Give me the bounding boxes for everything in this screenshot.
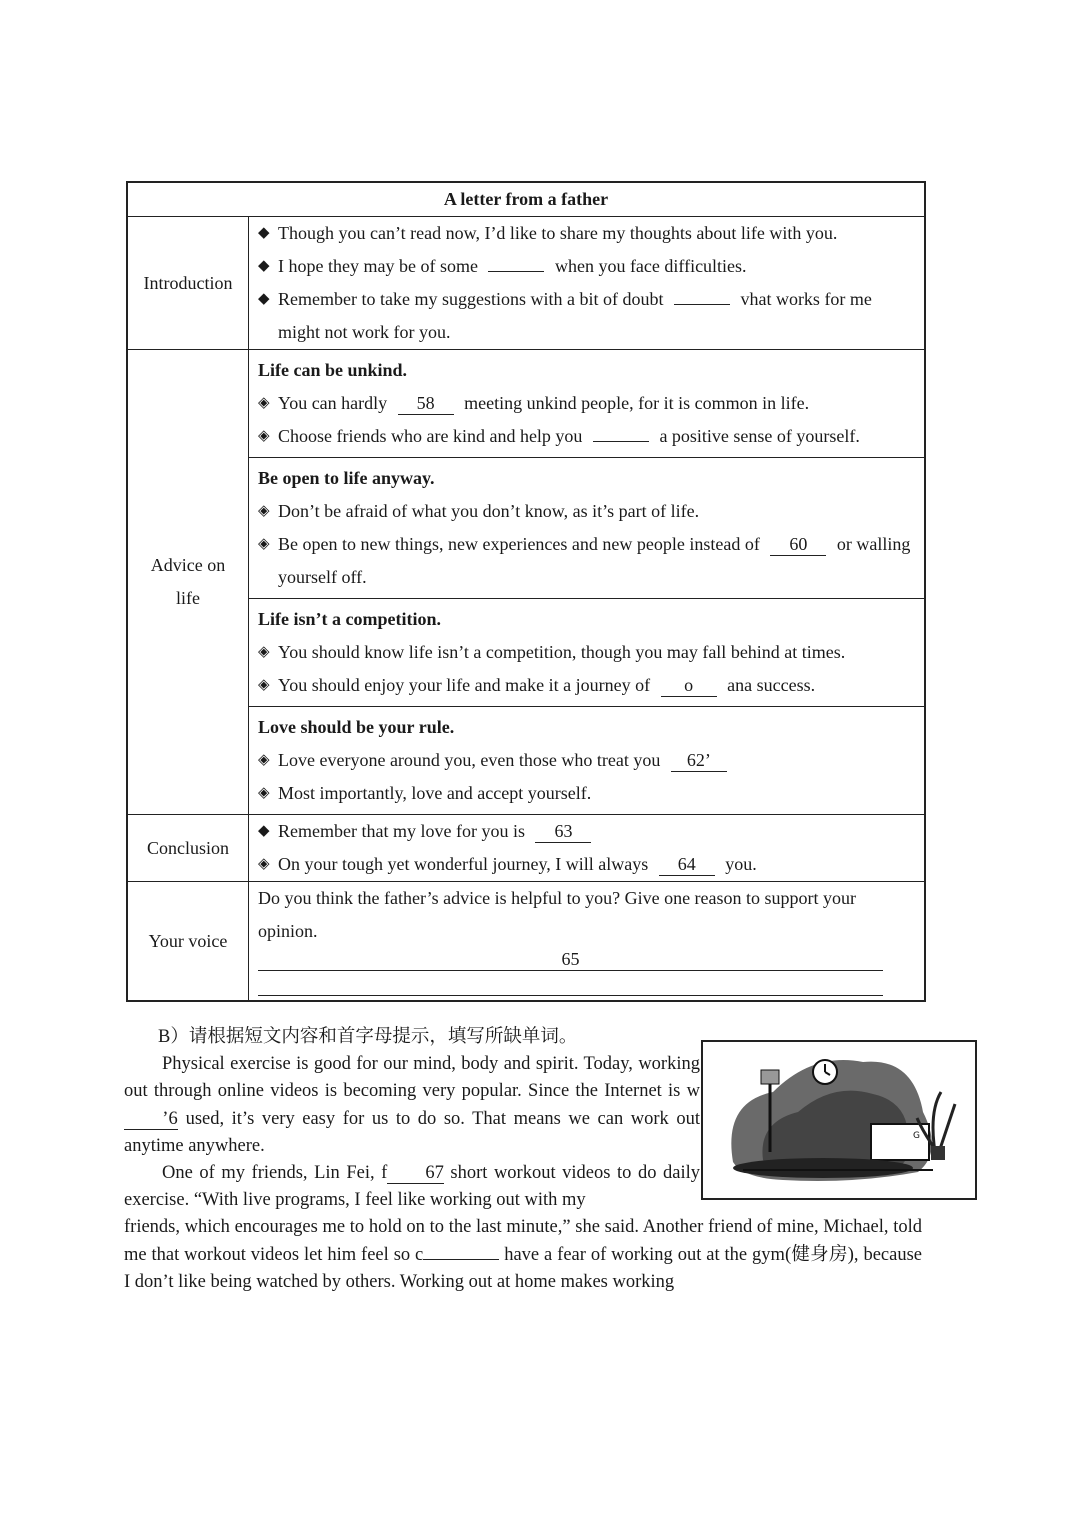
- advice-section-competition: Life isn’t a competition. ◈ You should know life isn’t a competition, though you may fall behind at times. ◈ You should enjoy your life and make it a journey of o ana success.: [249, 598, 924, 706]
- blank-60[interactable]: 60: [770, 533, 826, 556]
- blank-61[interactable]: o: [661, 674, 717, 697]
- conclusion-content: [249, 815, 926, 882]
- label-advice: Advice on life: [127, 350, 249, 815]
- diamond-bullet-icon: ◆: [258, 225, 270, 241]
- part-b-heading: B）请根据短文内容和首字母提示，填写所缺单词。: [158, 1027, 578, 1047]
- paragraph-2-start: One of my friends, Lin Fei, f 67 short workout videos to do daily exercise. “With live programs, I feel like working out with my: [124, 1163, 701, 1211]
- row-advice: [127, 350, 925, 815]
- bullet-item: ◈ Love everyone around you, even those who treat you 62ʼ: [258, 744, 916, 777]
- diamond-bullet-icon: ◈: [258, 536, 270, 552]
- diamond-bullet-icon: ◈: [258, 395, 270, 411]
- diamond-bullet-icon: ◈: [258, 644, 270, 660]
- diamond-bullet-icon: ◈: [258, 428, 270, 444]
- blank-59[interactable]: [593, 441, 649, 442]
- bullet-item: ◈ You should enjoy your life and make it a journey of o ana success.: [258, 669, 916, 702]
- blank-56[interactable]: [488, 271, 544, 272]
- blank-62[interactable]: 62ʼ: [671, 749, 727, 772]
- answer-line-65[interactable]: 65: [258, 948, 883, 971]
- svg-text:G: G: [913, 1131, 920, 1141]
- introduction-content: [249, 217, 926, 350]
- advice-content: [249, 350, 926, 815]
- blank-58[interactable]: 58: [398, 392, 454, 415]
- table-title: A letter from a father: [127, 182, 925, 217]
- bullet-item: ◆ Though you can’t read now, I’d like to share my thoughts about life with you.: [258, 217, 916, 250]
- diamond-bullet-icon: ◈: [258, 785, 270, 801]
- blank-57[interactable]: [674, 304, 730, 305]
- paragraph-2-continued: friends, which encourages me to hold on to the last minute,” she said. Another friend of mine, Michael, told me that workout videos let him feel so c have a fear of working out at the gym(健身房), because I don’t like being watched by others. Working out at home makes working: [124, 1217, 923, 1292]
- blank-67[interactable]: 67: [387, 1163, 444, 1184]
- part-b-passage: [124, 1024, 922, 1296]
- diamond-bullet-icon: ◆: [258, 258, 270, 274]
- bullet-item: ◈ Don’t be afraid of what you don’t know, as it’s part of life.: [258, 495, 916, 528]
- bullet-item: ◈ You should know life isn’t a competition, though you may fall behind at times.: [258, 636, 916, 669]
- bullet-item: ◈ Be open to new things, new experiences and new people instead of 60 or walling yourself off.: [258, 528, 916, 594]
- your-voice-question: Do you think the father’s advice is helpful to you? Give one reason to support your opinion.: [258, 888, 857, 941]
- letter-table: [126, 181, 926, 1002]
- label-conclusion: Conclusion: [127, 815, 249, 882]
- bullet-item: ◆ I hope they may be of some when you face difficulties.: [258, 250, 916, 283]
- blank-64[interactable]: 64: [659, 853, 715, 876]
- diamond-bullet-icon: ◈: [258, 752, 270, 768]
- advice-section-love: Love should be your rule. ◈ Love everyone around you, even those who treat you 62ʼ ◈ Most importantly, love and accept yourself.: [249, 706, 924, 814]
- diamond-bullet-icon: ◈: [258, 677, 270, 693]
- row-introduction: [127, 217, 925, 350]
- label-your-voice: Your voice: [127, 882, 249, 1002]
- blank-63[interactable]: 63: [535, 820, 591, 843]
- diamond-bullet-icon: ◆: [258, 291, 270, 307]
- diamond-bullet-icon: ◈: [258, 503, 270, 519]
- blank-66[interactable]: ’6: [124, 1109, 178, 1130]
- bullet-item: ◈ Choose friends who are kind and help you a positive sense of yourself.: [258, 420, 916, 453]
- label-introduction: Introduction: [127, 217, 249, 350]
- bullet-item: ◈ You can hardly 58 meeting unkind people, for it is common in life.: [258, 387, 916, 420]
- diamond-bullet-icon: ◈: [258, 856, 270, 872]
- diamond-bullet-icon: ◆: [258, 823, 270, 839]
- advice-section-unkind: Life can be unkind. ◈ You can hardly 58 meeting unkind people, for it is common in life. ◈ Choose friends who are kind and help you a positive sense of yourself.: [249, 350, 924, 457]
- bullet-item: ◈ On your tough yet wonderful journey, I will always 64 you.: [258, 848, 916, 881]
- your-voice-content: [249, 882, 926, 1002]
- row-your-voice: [127, 882, 925, 1002]
- row-conclusion: [127, 815, 925, 882]
- advice-section-open: Be open to life anyway. ◈ Don’t be afraid of what you don’t know, as it’s part of life. ◈ Be open to new things, new experiences and new people instead of 60 or walling yourself off.: [249, 457, 924, 598]
- bullet-item: ◈ Most importantly, love and accept yourself.: [258, 777, 916, 810]
- blank-68[interactable]: [423, 1259, 499, 1260]
- answer-line-65-continued[interactable]: [258, 971, 883, 996]
- paragraph-1: Physical exercise is good for our mind, body and spirit. Today, working out through online videos is becoming very popular. Since the Internet is w’6 used, it’s very easy for us to do so. That means we can work out anytime anywhere.: [124, 1054, 700, 1156]
- bullet-item: ◆ Remember that my love for you is 63: [258, 815, 916, 848]
- bullet-item: ◆ Remember to take my suggestions with a bit of doubt vhat works for me might not work for you.: [258, 283, 916, 349]
